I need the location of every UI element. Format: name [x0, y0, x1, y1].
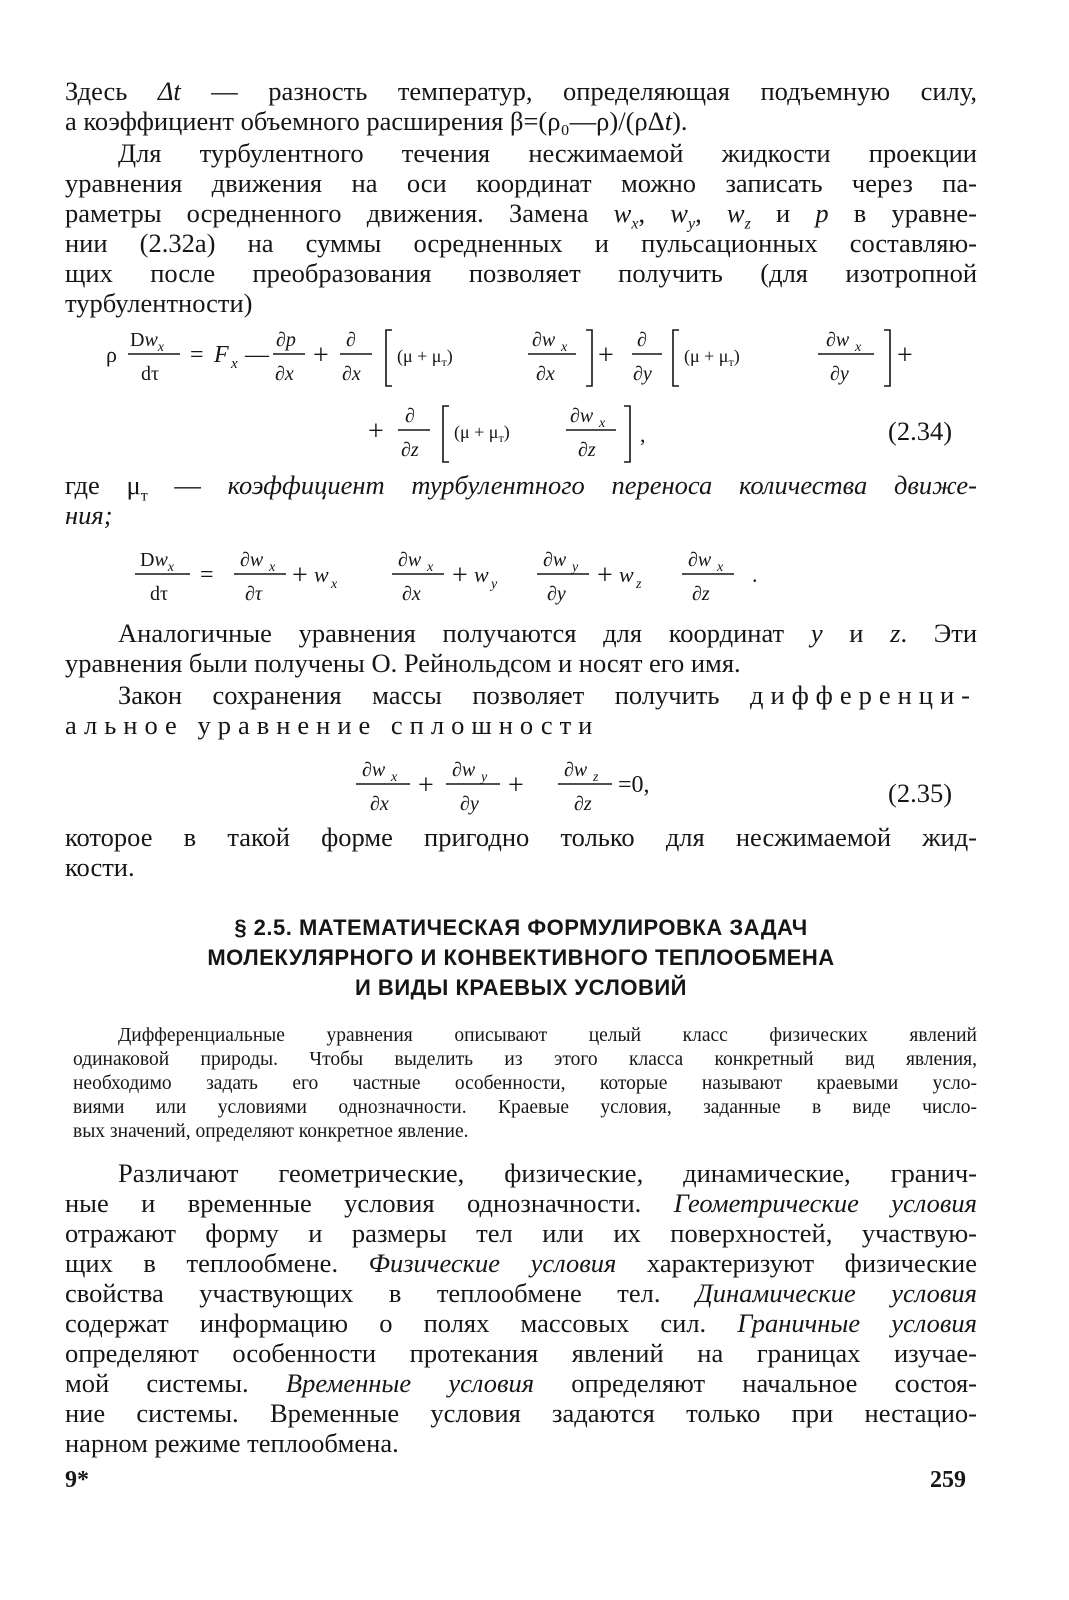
- svg-text:z: z: [593, 770, 599, 785]
- symbol: t: [664, 106, 673, 136]
- svg-text:∂w: ∂w: [452, 759, 476, 781]
- svg-text:—: —: [245, 342, 269, 368]
- text-fragment: Здесь: [65, 76, 158, 106]
- term-italic: Временные условия: [285, 1368, 535, 1398]
- text-fragment: раметры осредненного движения. Замена: [65, 198, 614, 228]
- symbol: y: [810, 618, 823, 648]
- svg-text:∂τ: ∂τ: [245, 583, 263, 605]
- svg-text:∂x: ∂x: [342, 363, 361, 385]
- svg-text:∂w: ∂w: [398, 549, 422, 571]
- svg-text:∂: ∂: [637, 329, 647, 351]
- symbol: w: [613, 198, 632, 228]
- numerator: $Dw_x$: [130, 329, 165, 355]
- abstract-line: одинаковой природы. Чтобы выделить из этого класса конкретный вид явления,: [73, 1049, 977, 1070]
- svg-text:y: y: [491, 577, 498, 592]
- svg-text:∂w: ∂w: [240, 549, 264, 571]
- text-line: нарном режиме теплообмена.: [65, 1428, 399, 1458]
- text-line: раметры осредненного движения. Замена $w_x$, $w_y$, $w_z$ и p в уравне-: [65, 198, 978, 233]
- text-line: [65, 76, 977, 106]
- svg-text:+: +: [897, 340, 913, 371]
- svg-text:+: +: [418, 770, 434, 801]
- svg-text:w: w: [314, 562, 329, 587]
- svg-text:x: x: [427, 560, 434, 575]
- subscript: т: [140, 487, 148, 505]
- text-line: щих после преобразования позволяет получить (для изотропной: [65, 258, 977, 288]
- svg-text:y: y: [481, 770, 488, 785]
- svg-text:∂y: ∂y: [547, 583, 566, 605]
- symbol: z: [890, 618, 901, 648]
- symbol: w: [670, 198, 688, 228]
- svg-text:∂p: ∂p: [276, 329, 296, 351]
- svg-text:(μ + μт): $(\mu + \mu_т)$: [454, 422, 510, 445]
- svg-text:∂w: ∂w: [570, 405, 594, 427]
- svg-text:+: +: [508, 770, 524, 801]
- svg-text:+: +: [597, 560, 613, 591]
- text-line: ния;: [65, 500, 113, 530]
- text-line: [65, 1368, 977, 1398]
- term-italic: Граничные условия: [737, 1308, 977, 1338]
- text-fragment: щих в теплообмене.: [65, 1248, 369, 1278]
- text-fragment: и: [822, 618, 891, 648]
- svg-text:x: x: [269, 560, 276, 575]
- svg-text:∂x: ∂x: [402, 583, 421, 605]
- svg-text:+: +: [368, 416, 384, 447]
- symbol: w: [726, 198, 745, 228]
- svg-text:+: +: [452, 560, 468, 591]
- text-line: [65, 1188, 977, 1218]
- equation-number: (2.35): [888, 778, 953, 808]
- svg-text:+: +: [292, 560, 308, 591]
- svg-text:∂w: ∂w: [362, 759, 386, 781]
- svg-text:Dwx: $Dw_x$: [140, 549, 175, 575]
- section-heading: И ВИДЫ КРАЕВЫХ УСЛОВИЙ: [355, 975, 687, 1000]
- svg-text:∂w: ∂w: [564, 759, 588, 781]
- svg-text:∂z: ∂z: [692, 583, 710, 605]
- svg-text:w: w: [474, 562, 489, 587]
- text-fragment: ).: [672, 106, 688, 136]
- denominator: dτ: [141, 363, 160, 385]
- svg-text:w: w: [619, 562, 634, 587]
- svg-text:x: x: [391, 770, 398, 785]
- svg-text:+: +: [313, 340, 329, 371]
- text-fragment: ные и временные условия однозначности.: [65, 1188, 674, 1218]
- svg-text:∂w: ∂w: [688, 549, 712, 571]
- text-line: определяют особенности протекания явлений на границах изучае-: [65, 1338, 977, 1368]
- term-italic: Геометрические условия: [673, 1188, 977, 1218]
- svg-text:∂y: ∂y: [633, 363, 652, 385]
- text-fragment: — разность температур, определяющая подъемную силу,: [180, 76, 977, 106]
- subscript: x: [631, 215, 639, 233]
- rho: ρ: [106, 342, 117, 367]
- text-fragment: определяют начальное состоя-: [534, 1368, 977, 1398]
- svg-text:dτ: dτ: [150, 583, 169, 605]
- svg-text:(μ + μт): $(\mu + \mu_т)$: [397, 346, 453, 369]
- svg-text:x: x: [855, 340, 862, 355]
- text-line: которое в такой форме пригодно только для несжимаемой жид-: [65, 822, 977, 852]
- text-line: [65, 1308, 977, 1338]
- definition: коэффициент турбулентного переноса количества движе-: [227, 470, 977, 500]
- svg-text:+: +: [598, 340, 614, 371]
- abstract-line: Дифференциальные уравнения описывают целый класс физических явлений: [118, 1025, 977, 1046]
- text-fragment: где μ: [65, 470, 141, 500]
- svg-text:∂z: ∂z: [401, 439, 419, 461]
- text-line: [65, 106, 977, 136]
- abstract-line: виями или условиями однозначности. Краевые условия, заданные в виде число-: [73, 1097, 977, 1118]
- svg-text:∂w: ∂w: [826, 329, 850, 351]
- text-fragment: . Эти: [900, 618, 978, 648]
- subscript: z: [744, 215, 751, 233]
- svg-text:∂w: ∂w: [532, 329, 556, 351]
- text-fragment: а коэффициент объемного расширения β=(ρ₀—ρ)/(ρΔ: [65, 106, 665, 136]
- svg-text:.: .: [752, 562, 758, 587]
- svg-text:=: =: [200, 562, 214, 588]
- text-line: турбулентности): [65, 288, 253, 318]
- text-fragment: в уравне-: [828, 198, 978, 228]
- svg-text:y: y: [572, 560, 579, 575]
- svg-text:(μ + μт): $(\mu + \mu_т)$: [684, 346, 740, 369]
- svg-text:=0,: =0,: [618, 772, 650, 798]
- svg-text:x: x: [561, 340, 568, 355]
- text-line: Для турбулентного течения несжимаемой жидкости проекции: [118, 138, 977, 168]
- svg-text:∂x: ∂x: [275, 363, 294, 385]
- svg-text:∂y: ∂y: [830, 363, 849, 385]
- svg-text:∂w: ∂w: [543, 549, 567, 571]
- text-line: нии (2.32a) на суммы осредненных и пульсационных составляю-: [65, 228, 977, 258]
- term-italic: Физические условия: [368, 1248, 617, 1278]
- subscript: y: [687, 215, 696, 233]
- text-fragment: —: [147, 470, 228, 500]
- text-fragment: мой системы.: [65, 1368, 286, 1398]
- section-heading: МОЛЕКУЛЯРНОГО И КОНВЕКТИВНОГО ТЕПЛООБМЕНА: [207, 945, 835, 970]
- signature-mark: 9*: [65, 1467, 89, 1493]
- text-fragment: содержат информацию о полях массовых сил.: [65, 1308, 738, 1338]
- svg-text:∂y: ∂y: [460, 793, 479, 815]
- text-line: уравнения были получены О. Рейнольдсом и носят его имя.: [65, 648, 741, 678]
- text-line: уравнения движения на оси координат можно записать через па-: [65, 168, 977, 198]
- text-fragment: Закон сохранения массы позволяет получить: [118, 680, 750, 710]
- abstract-line: вых значений, определяют конкретное явление.: [73, 1121, 469, 1142]
- force: F: [214, 342, 229, 368]
- svg-text:∂: ∂: [346, 329, 356, 351]
- svg-text:,: ,: [640, 422, 646, 447]
- equation-substantial-derivative: [0, 538, 1069, 618]
- svg-text:z: z: [636, 577, 642, 592]
- text-line: [118, 618, 977, 648]
- text-fragment: Аналогичные уравнения получаются для координат: [118, 618, 811, 648]
- text-line: альное уравнение сплошности: [65, 710, 600, 740]
- svg-text:∂: ∂: [405, 405, 415, 427]
- text-line: [118, 680, 977, 710]
- svg-text:x: x: [599, 416, 606, 431]
- svg-text:∂z: ∂z: [574, 793, 592, 815]
- term-italic: Динамические условия: [695, 1278, 977, 1308]
- svg-text:∂x: ∂x: [370, 793, 389, 815]
- svg-text:∂z: ∂z: [578, 439, 596, 461]
- text-line: кости.: [65, 852, 135, 882]
- text-line: [65, 1248, 977, 1278]
- svg-text:∂x: ∂x: [536, 363, 555, 385]
- section-heading: § 2.5. МАТЕМАТИЧЕСКАЯ ФОРМУЛИРОВКА ЗАДАЧ: [234, 915, 808, 940]
- svg-text:x: x: [231, 356, 238, 372]
- text-fragment: и: [750, 198, 816, 228]
- page-number: 259: [930, 1467, 966, 1493]
- emphasis-spaced: дифференци-: [750, 680, 977, 710]
- symbol: Δt: [157, 76, 181, 106]
- symbol: p: [815, 198, 829, 228]
- text-fragment: характеризуют физические: [616, 1248, 977, 1278]
- text-line: [65, 1278, 977, 1308]
- equals: =: [190, 342, 204, 368]
- svg-text:x: x: [717, 560, 724, 575]
- text-fragment: свойства участвующих в теплообмене тел.: [65, 1278, 696, 1308]
- text-line: ние системы. Временные условия задаются только при нестацио-: [65, 1398, 977, 1428]
- text-line: Различают геометрические, физические, динамические, гранич-: [118, 1158, 977, 1188]
- equation-number: (2.34): [888, 416, 953, 446]
- svg-text:x: x: [331, 577, 338, 592]
- abstract-line: необходимо задать его частные особенности, которые называют краевыми усло-: [73, 1073, 977, 1094]
- text-line: отражают форму и размеры тел или их поверхностей, участвую-: [65, 1218, 977, 1248]
